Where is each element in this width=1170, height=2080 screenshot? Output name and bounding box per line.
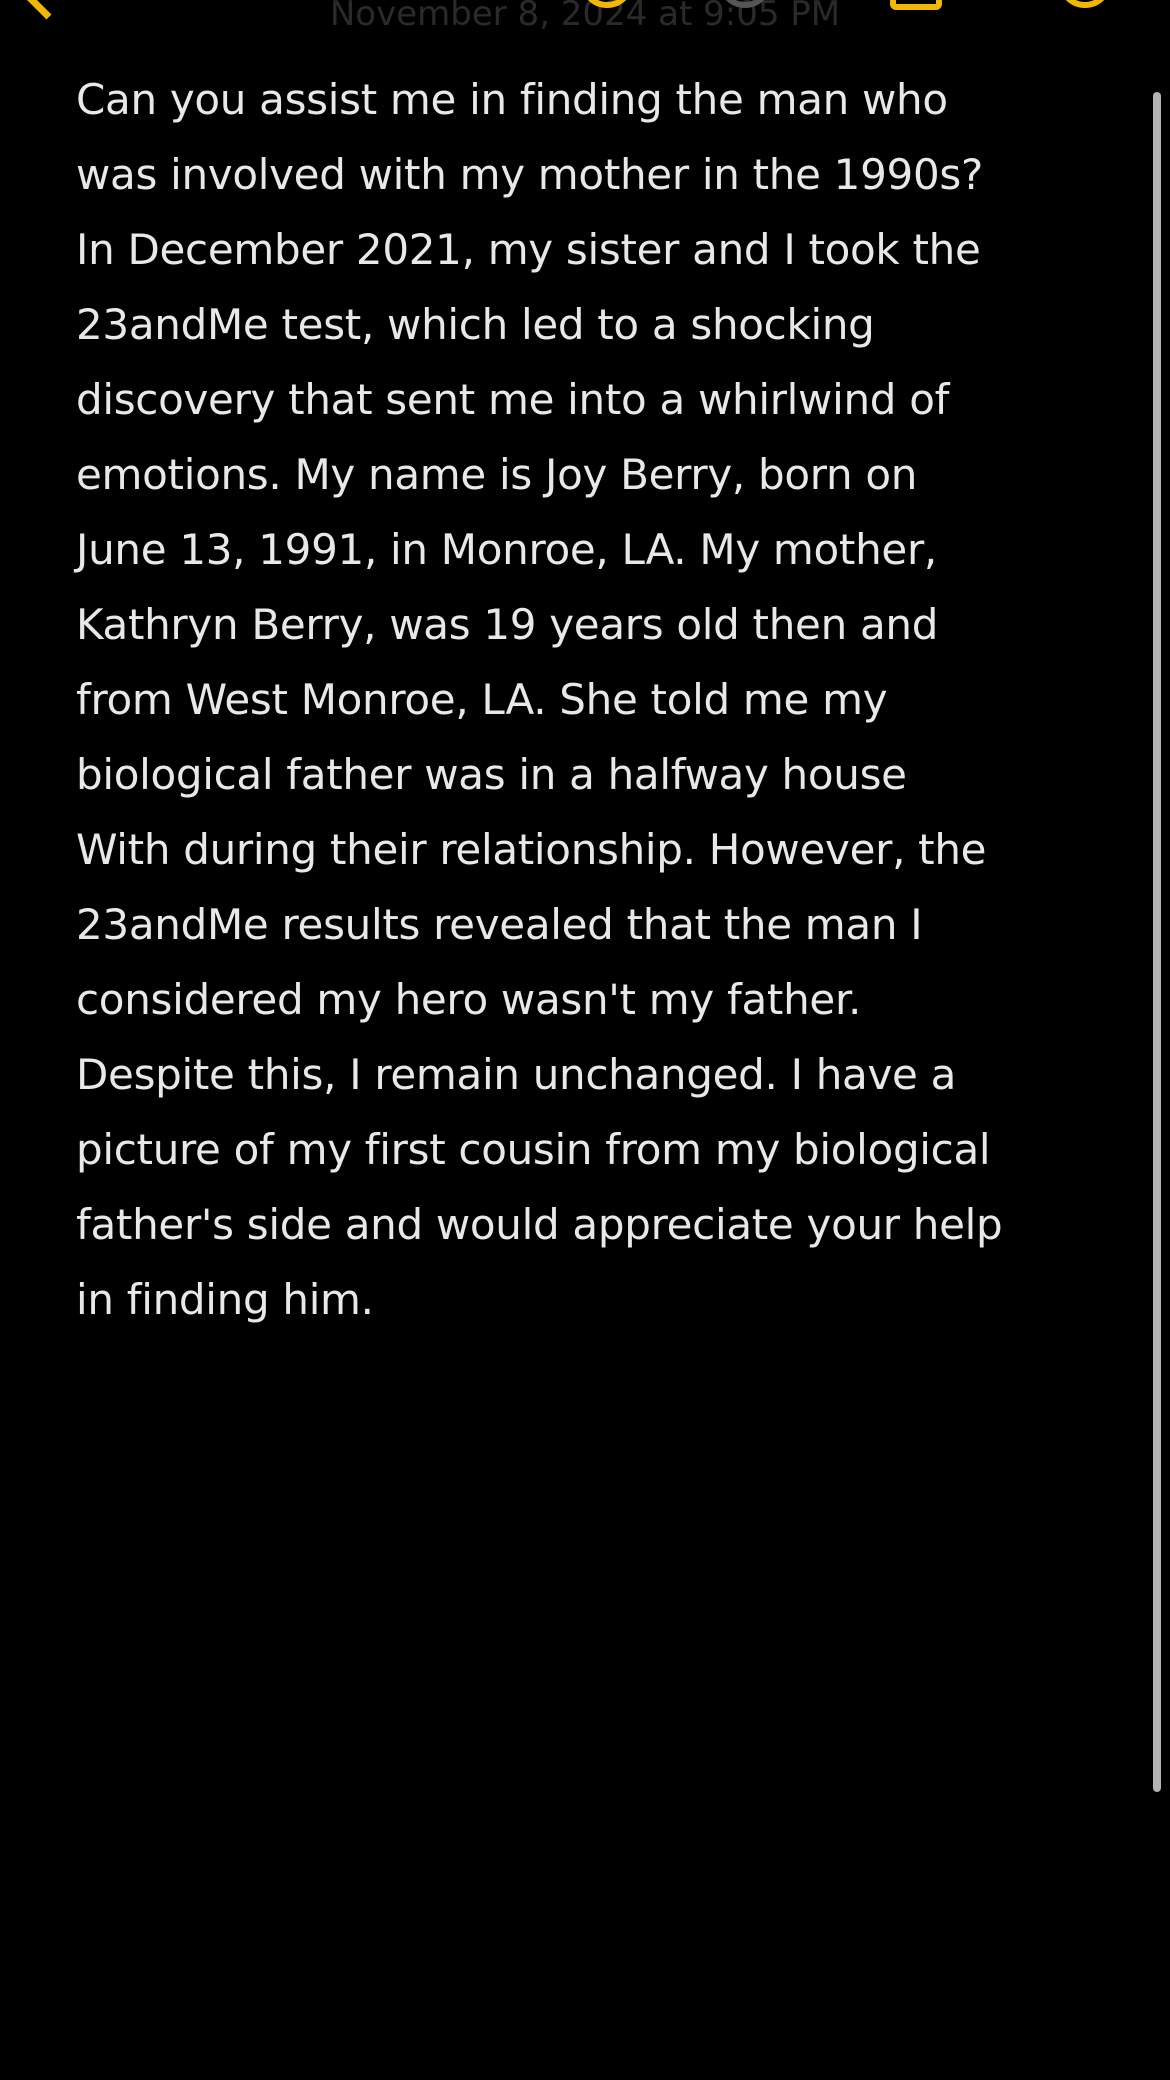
note-line: in finding him. xyxy=(76,1275,374,1324)
note-line: Despite this, I remain unchanged. I have a xyxy=(76,1050,957,1099)
notes-toolbar xyxy=(0,0,1170,40)
note-line: 23andMe test, which led to a shocking xyxy=(76,300,875,349)
note-line: discovery that sent me into a whirlwind of xyxy=(76,375,950,424)
note-line: considered my hero wasn't my father. xyxy=(76,975,862,1024)
note-line: Kathryn Berry, was 19 years old then and xyxy=(76,600,939,649)
note-line: Can you assist me in finding the man who xyxy=(76,75,948,124)
note-line: from West Monroe, LA. She told me my xyxy=(76,675,888,724)
note-line: was involved with my mother in the 1990s? xyxy=(76,150,983,199)
note-date: November 8, 2024 at 9:05 PM xyxy=(329,0,841,34)
note-line: picture of my first cousin from my biological xyxy=(76,1125,991,1174)
note-line: June 13, 1991, in Monroe, LA. My mother, xyxy=(76,525,937,574)
note-body[interactable] xyxy=(76,62,1111,1337)
compose-icon[interactable] xyxy=(890,0,942,10)
note-line: father's side and would appreciate your help xyxy=(76,1200,1003,1249)
note-line: 23andMe results revealed that the man I xyxy=(76,900,923,949)
note-line: With during their relationship. However, the xyxy=(76,825,987,874)
scrollbar[interactable] xyxy=(1153,92,1161,1792)
note-line: emotions. My name is Joy Berry, born on xyxy=(76,450,918,499)
note-line: In December 2021, my sister and I took the xyxy=(76,225,981,274)
note-line: biological father was in a halfway house xyxy=(76,750,907,799)
